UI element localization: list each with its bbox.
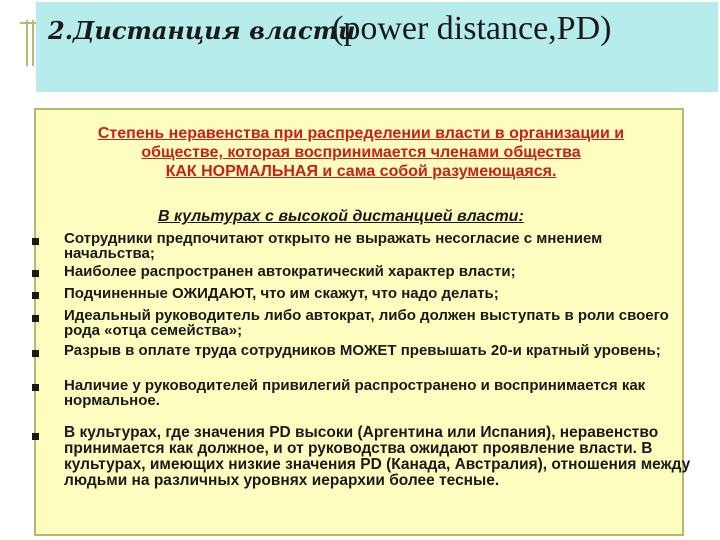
title-banner bbox=[36, 2, 718, 92]
list-item: Подчиненные ОЖИДАЮТ, что им скажут, что надо делать; bbox=[64, 285, 499, 302]
list-item: Наиболее распространен автократический характер власти; bbox=[64, 263, 516, 280]
slide-title-english: (power distance,PD) bbox=[332, 10, 612, 47]
definition-line-3-text: КАК НОРМАЛЬНАЯ и сама собой разумеющаяся. bbox=[165, 163, 557, 180]
definition-line bbox=[36, 124, 686, 143]
section-subheading: В культурах с высокой дистанцией власти: bbox=[158, 208, 524, 225]
list-item: Идеальный руководитель либо автократ, либо должен выступать в роли своего рода «отца семейства»; bbox=[64, 307, 669, 339]
slide-title-russian: 2.Дистанция власти bbox=[48, 16, 356, 45]
bullet-marker-icon bbox=[32, 270, 39, 277]
bullet-marker-icon bbox=[32, 238, 39, 245]
bullet-marker-icon bbox=[32, 350, 39, 357]
list-item: Разрыв в оплате труда сотрудников МОЖЕТ превышать 20-и кратный уровень; bbox=[64, 342, 661, 359]
bullet-marker-icon bbox=[32, 315, 39, 322]
list-item: Наличие у руководителей привилегий распространено и воспринимается как нормальное. bbox=[64, 377, 646, 409]
definition-line-1-text: Степень неравенства при распределении власти в организации и bbox=[97, 125, 625, 142]
definition-block bbox=[36, 124, 686, 181]
bullet-marker-icon bbox=[32, 292, 39, 299]
definition-line bbox=[36, 162, 686, 181]
list-item: Сотрудники предпочитают открыто не выражать несогласие с мнением начальства; bbox=[64, 230, 603, 262]
bullet-marker-icon bbox=[32, 384, 39, 391]
decorative-line bbox=[32, 20, 34, 66]
definition-line-2-text: обществе, которая воспринимается членами общества bbox=[141, 144, 581, 161]
definition-line bbox=[36, 143, 686, 162]
list-item: В культурах, где значения PD высоки (Аргентина или Испания), неравенство принимается как должное, и от руководства ожидают проявление власти. В культурах, имеющих низкие значения PD (Канада, Австралия), отношения между людьми на различных уровнях иерархии более тесные. bbox=[64, 424, 691, 489]
decorative-line bbox=[26, 20, 28, 66]
bullet-marker-icon bbox=[32, 433, 39, 440]
